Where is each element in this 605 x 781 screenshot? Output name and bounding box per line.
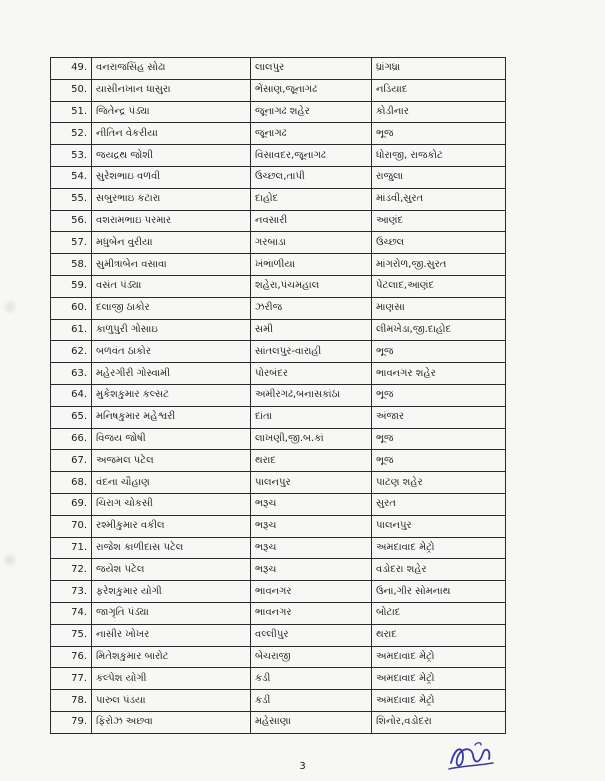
employee-name-cell: ફરેશકુમાર યોગી	[92, 581, 251, 603]
new-posting-cell: અમદાવાદ મેટ્રો	[372, 668, 506, 690]
table-row	[51, 319, 506, 341]
employee-name-cell: રાજેશ કાળીદાસ પટેલ	[92, 537, 251, 559]
new-posting-cell: ઉના,ગીર સોમનાથ	[372, 581, 506, 603]
employee-name-cell: સબુરભાઇ કટારા	[92, 188, 251, 210]
serial-number-cell: 73.	[51, 581, 92, 603]
serial-number-cell: 60.	[51, 297, 92, 319]
current-posting-cell: ભરૂચ	[251, 515, 372, 537]
serial-number-cell: 75.	[51, 624, 92, 646]
new-posting-cell: અમદાવાદ મેટ્રો	[372, 537, 506, 559]
serial-number-cell: 77.	[51, 668, 92, 690]
employee-name-cell: રશ્મીકુમાર વકીલ	[92, 515, 251, 537]
current-posting-cell: ભરૂચ	[251, 537, 372, 559]
current-posting-cell: દાંતા	[251, 406, 372, 428]
table-row	[51, 341, 506, 363]
table-row	[51, 668, 506, 690]
current-posting-cell: ભરૂચ	[251, 559, 372, 581]
current-posting-cell: પાલનપુર	[251, 472, 372, 494]
table-row	[51, 254, 506, 276]
employee-name-cell: જયદ્રથ જોશી	[92, 145, 251, 167]
current-posting-cell: ભેંસાણ,જૂનાગઢ	[251, 79, 372, 101]
table-row	[51, 384, 506, 406]
new-posting-cell: ભૂજ	[372, 428, 506, 450]
current-posting-cell: બેચરાજી	[251, 646, 372, 668]
table-row	[51, 602, 506, 624]
serial-number-cell: 67.	[51, 450, 92, 472]
serial-number-cell: 71.	[51, 537, 92, 559]
serial-number-cell: 56.	[51, 210, 92, 232]
new-posting-cell: નડિયાદ	[372, 79, 506, 101]
table-row	[51, 646, 506, 668]
current-posting-cell: ગરબાડા	[251, 232, 372, 254]
serial-number-cell: 70.	[51, 515, 92, 537]
new-posting-cell: રાજુલા	[372, 166, 506, 188]
current-posting-cell: ઝરીજ	[251, 297, 372, 319]
current-posting-cell: વલ્લીપુર	[251, 624, 372, 646]
serial-number-cell: 78.	[51, 690, 92, 712]
current-posting-cell: થરાદ	[251, 450, 372, 472]
current-posting-cell: નવસારી	[251, 210, 372, 232]
employee-name-cell: મિતેશકુમાર બારોટ	[92, 646, 251, 668]
new-posting-cell: શિનોર,વડોદરા	[372, 711, 506, 733]
table-row	[51, 210, 506, 232]
employee-name-cell: પારુલ પંડયા	[92, 690, 251, 712]
employee-name-cell: કાળુપુરી ગોસાઇ	[92, 319, 251, 341]
new-posting-cell: ભૂજ	[372, 384, 506, 406]
employee-name-cell: વિજય જોષી	[92, 428, 251, 450]
current-posting-cell: પોરબંદર	[251, 363, 372, 385]
table-row	[51, 58, 506, 80]
current-posting-cell: દાહોદ	[251, 188, 372, 210]
new-posting-cell: વડોદરા શહેર	[372, 559, 506, 581]
table-row	[51, 450, 506, 472]
serial-number-cell: 64.	[51, 384, 92, 406]
current-posting-cell: ભાવનગર	[251, 602, 372, 624]
current-posting-cell: લાખણી,જી.બ.કાં	[251, 428, 372, 450]
new-posting-cell: આણંદ	[372, 210, 506, 232]
serial-number-cell: 61.	[51, 319, 92, 341]
table-row	[51, 493, 506, 515]
serial-number-cell: 55.	[51, 188, 92, 210]
transfer-table	[50, 57, 506, 734]
table-row	[51, 559, 506, 581]
employee-name-cell: ચિરાગ ચોકસી	[92, 493, 251, 515]
current-posting-cell: મહેસાણા	[251, 711, 372, 733]
new-posting-cell: ધ્રાંગધ્રા	[372, 58, 506, 80]
employee-name-cell: જયેશ પટેલ	[92, 559, 251, 581]
serial-number-cell: 69.	[51, 493, 92, 515]
new-posting-cell: ભૂજ	[372, 123, 506, 145]
employee-name-cell: વશરામભાઇ પરમાર	[92, 210, 251, 232]
serial-number-cell: 79.	[51, 711, 92, 733]
new-posting-cell: લીમખેડા,જી.દાહોદ	[372, 319, 506, 341]
table-row	[51, 581, 506, 603]
serial-number-cell: 50.	[51, 79, 92, 101]
table-row	[51, 297, 506, 319]
table-row	[51, 145, 506, 167]
punch-hole	[3, 553, 17, 567]
new-posting-cell: ભાવનગર શહેર	[372, 363, 506, 385]
table-row	[51, 428, 506, 450]
employee-name-cell: કલ્પેશ યોગી	[92, 668, 251, 690]
table-row	[51, 166, 506, 188]
employee-name-cell: મધુબેન વુરીયા	[92, 232, 251, 254]
new-posting-cell: સુરત	[372, 493, 506, 515]
current-posting-cell: ભરૂચ	[251, 493, 372, 515]
current-posting-cell: ઉચ્છલ,તાપી	[251, 166, 372, 188]
employee-name-cell: મુકેશકુમાર કલ્સટ	[92, 384, 251, 406]
serial-number-cell: 74.	[51, 602, 92, 624]
new-posting-cell: ઉચ્છલ	[372, 232, 506, 254]
table-row	[51, 537, 506, 559]
employee-name-cell: વસંત પંડ્યા	[92, 275, 251, 297]
serial-number-cell: 66.	[51, 428, 92, 450]
serial-number-cell: 62.	[51, 341, 92, 363]
current-posting-cell: કડી	[251, 668, 372, 690]
current-posting-cell: ભાવનગર	[251, 581, 372, 603]
new-posting-cell: અમદાવાદ મેટ્રો	[372, 646, 506, 668]
table-row	[51, 363, 506, 385]
employee-name-cell: જાગૃતિ પંડ્યા	[92, 602, 251, 624]
new-posting-cell: ધોરાજી, રાજકોટ	[372, 145, 506, 167]
current-posting-cell: જૂનાગઢ	[251, 123, 372, 145]
serial-number-cell: 65.	[51, 406, 92, 428]
employee-name-cell: ફિરોઝ અછવા	[92, 711, 251, 733]
new-posting-cell: કોડીનાર	[372, 101, 506, 123]
serial-number-cell: 53.	[51, 145, 92, 167]
punch-hole	[3, 300, 17, 314]
employee-name-cell: અજમલ પટેલ	[92, 450, 251, 472]
employee-name-cell: નીતિન વેકરીયા	[92, 123, 251, 145]
current-posting-cell: સાંતલપુર-વારાહી	[251, 341, 372, 363]
current-posting-cell: ખંભાળીયા	[251, 254, 372, 276]
serial-number-cell: 76.	[51, 646, 92, 668]
current-posting-cell: જૂનાગઢ શહેર	[251, 101, 372, 123]
current-posting-cell: કડી	[251, 690, 372, 712]
new-posting-cell: ભૂજ	[372, 341, 506, 363]
table-row	[51, 624, 506, 646]
new-posting-cell: બોટાદ	[372, 602, 506, 624]
employee-name-cell: સુરેશભાઇ વળવી	[92, 166, 251, 188]
serial-number-cell: 54.	[51, 166, 92, 188]
table-row	[51, 472, 506, 494]
table-row	[51, 275, 506, 297]
current-posting-cell: લાલપુર	[251, 58, 372, 80]
employee-name-cell: મનિષકુમાર મહેશ્વરી	[92, 406, 251, 428]
employee-name-cell: વનરાજસિંહ સોઢા	[92, 58, 251, 80]
new-posting-cell: અમદાવાદ મેટ્રો	[372, 690, 506, 712]
new-posting-cell: થરાદ	[372, 624, 506, 646]
new-posting-cell: માંગરોળ,જી.સુરત	[372, 254, 506, 276]
employee-name-cell: મહેરગીરી ગોસ્વામી	[92, 363, 251, 385]
new-posting-cell: પાલનપુર	[372, 515, 506, 537]
table-row	[51, 711, 506, 733]
new-posting-cell: માંડવી,સુરત	[372, 188, 506, 210]
serial-number-cell: 49.	[51, 58, 92, 80]
current-posting-cell: શહેરા,પંચમહાલ	[251, 275, 372, 297]
serial-number-cell: 57.	[51, 232, 92, 254]
table-row	[51, 232, 506, 254]
transfer-table-body	[51, 58, 506, 734]
new-posting-cell: અંજાર	[372, 406, 506, 428]
employee-name-cell: યાસીનખાન ધાસુરા	[92, 79, 251, 101]
new-posting-cell: માણસા	[372, 297, 506, 319]
table-row	[51, 188, 506, 210]
current-posting-cell: વિસાવદર,જૂનાગઢ	[251, 145, 372, 167]
table-row	[51, 406, 506, 428]
new-posting-cell: પેટલાદ,આણંદ	[372, 275, 506, 297]
table-row	[51, 79, 506, 101]
table-row	[51, 123, 506, 145]
serial-number-cell: 68.	[51, 472, 92, 494]
current-posting-cell: સમી	[251, 319, 372, 341]
employee-name-cell: દલાજી ઠાકોર	[92, 297, 251, 319]
new-posting-cell: પાટણ શહેર	[372, 472, 506, 494]
employee-name-cell: સુમીત્રાબેન વસાવા	[92, 254, 251, 276]
serial-number-cell: 63.	[51, 363, 92, 385]
employee-name-cell: બળવંત ઠાકોર	[92, 341, 251, 363]
serial-number-cell: 72.	[51, 559, 92, 581]
current-posting-cell: અમીરગઢ,બનાસકાંઠા	[251, 384, 372, 406]
employee-name-cell: જિતેન્દ્ર પંડ્યા	[92, 101, 251, 123]
table-row	[51, 515, 506, 537]
serial-number-cell: 52.	[51, 123, 92, 145]
signature-icon	[445, 739, 497, 775]
employee-name-cell: વંદના ચૌહાણ	[92, 472, 251, 494]
new-posting-cell: ભૂજ	[372, 450, 506, 472]
table-row	[51, 101, 506, 123]
serial-number-cell: 59.	[51, 275, 92, 297]
serial-number-cell: 51.	[51, 101, 92, 123]
employee-name-cell: નાસીર ખોખર	[92, 624, 251, 646]
serial-number-cell: 58.	[51, 254, 92, 276]
page-number: 3	[299, 761, 306, 772]
table-row	[51, 690, 506, 712]
